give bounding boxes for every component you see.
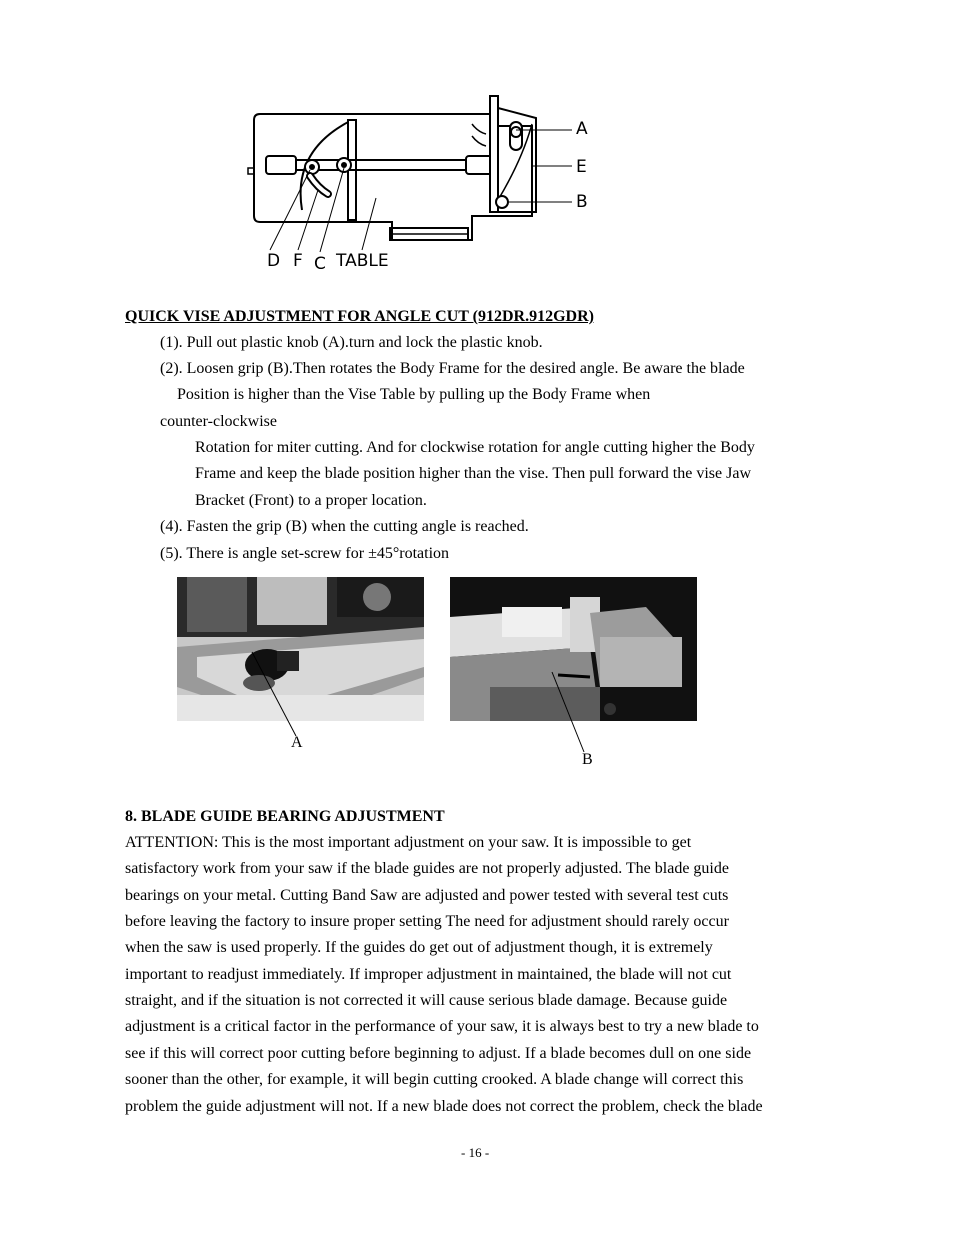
section-title-quick-vise: QUICK VISE ADJUSTMENT FOR ANGLE CUT (912DR.912GDR) xyxy=(125,308,594,325)
step-line: (1). Pull out plastic knob (A).turn and lock the plastic knob. xyxy=(160,334,543,351)
step-line: Rotation for miter cutting. And for clockwise rotation for angle cutting higher the Body xyxy=(195,439,755,456)
diagram-label-d: D xyxy=(267,251,281,271)
page-number: - 16 - xyxy=(461,1145,490,1160)
body-line: important to readjust immediately. If improper adjustment in maintained, the blade will not cut xyxy=(125,966,732,983)
step-line: (5). There is angle set-screw for ±45°rotation xyxy=(160,545,450,562)
section-title-blade-guide: 8. BLADE GUIDE BEARING ADJUSTMENT xyxy=(125,808,445,825)
body-line: when the saw is used properly. If the guides do get out of adjustment though, it is extremely xyxy=(125,939,713,956)
diagram-label-f: F xyxy=(293,251,303,271)
step-line: (2). Loosen grip (B).Then rotates the Body Frame for the desired angle. Be aware the blade xyxy=(160,360,745,377)
photo-label-a: A xyxy=(291,734,303,751)
diagram-label-table: TABLE xyxy=(336,251,389,271)
step-line: Position is higher than the Vise Table by pulling up the Body Frame when xyxy=(177,386,651,403)
diagram-label-a: A xyxy=(576,119,588,139)
body-line: sooner than the other, for example, it will begin cutting crooked. A blade change will correct this xyxy=(125,1071,744,1088)
diagram-label-b: B xyxy=(576,192,588,212)
body-line: before leaving the factory to insure proper setting The need for adjustment should rarely occur xyxy=(125,913,729,930)
body-line: bearings on your metal. Cutting Band Saw are adjusted and power tested with several test cuts xyxy=(125,887,729,904)
body-line: straight, and if the situation is not corrected it will cause serious blade damage. Because guide xyxy=(125,992,728,1009)
body-line: see if this will correct poor cutting before beginning to adjust. If a blade becomes dull on one side xyxy=(125,1045,752,1062)
body-line: adjustment is a critical factor in the performance of your saw, it is always best to try a new blade to xyxy=(125,1018,759,1035)
body-line: ATTENTION: This is the most important adjustment on your saw. It is impossible to get xyxy=(125,834,692,851)
step-line: Frame and keep the blade position higher than the vise. Then pull forward the vise Jaw xyxy=(195,465,751,482)
photo-label-b: B xyxy=(582,751,593,768)
body-line: satisfactory work from your saw if the blade guides are not properly adjusted. The blade guide xyxy=(125,860,729,877)
vise-diagram xyxy=(232,90,604,280)
step-line: counter-clockwise xyxy=(160,413,277,430)
leader-line-b xyxy=(548,670,598,755)
leader-line-a xyxy=(250,650,310,740)
diagram-label-c: C xyxy=(314,254,326,274)
body-line: problem the guide adjustment will not. If a new blade does not correct the problem, check the blade xyxy=(125,1098,763,1115)
step-line: Bracket (Front) to a proper location. xyxy=(195,492,427,509)
diagram-label-e: E xyxy=(576,157,587,177)
step-line: (4). Fasten the grip (B) when the cutting angle is reached. xyxy=(160,518,529,535)
